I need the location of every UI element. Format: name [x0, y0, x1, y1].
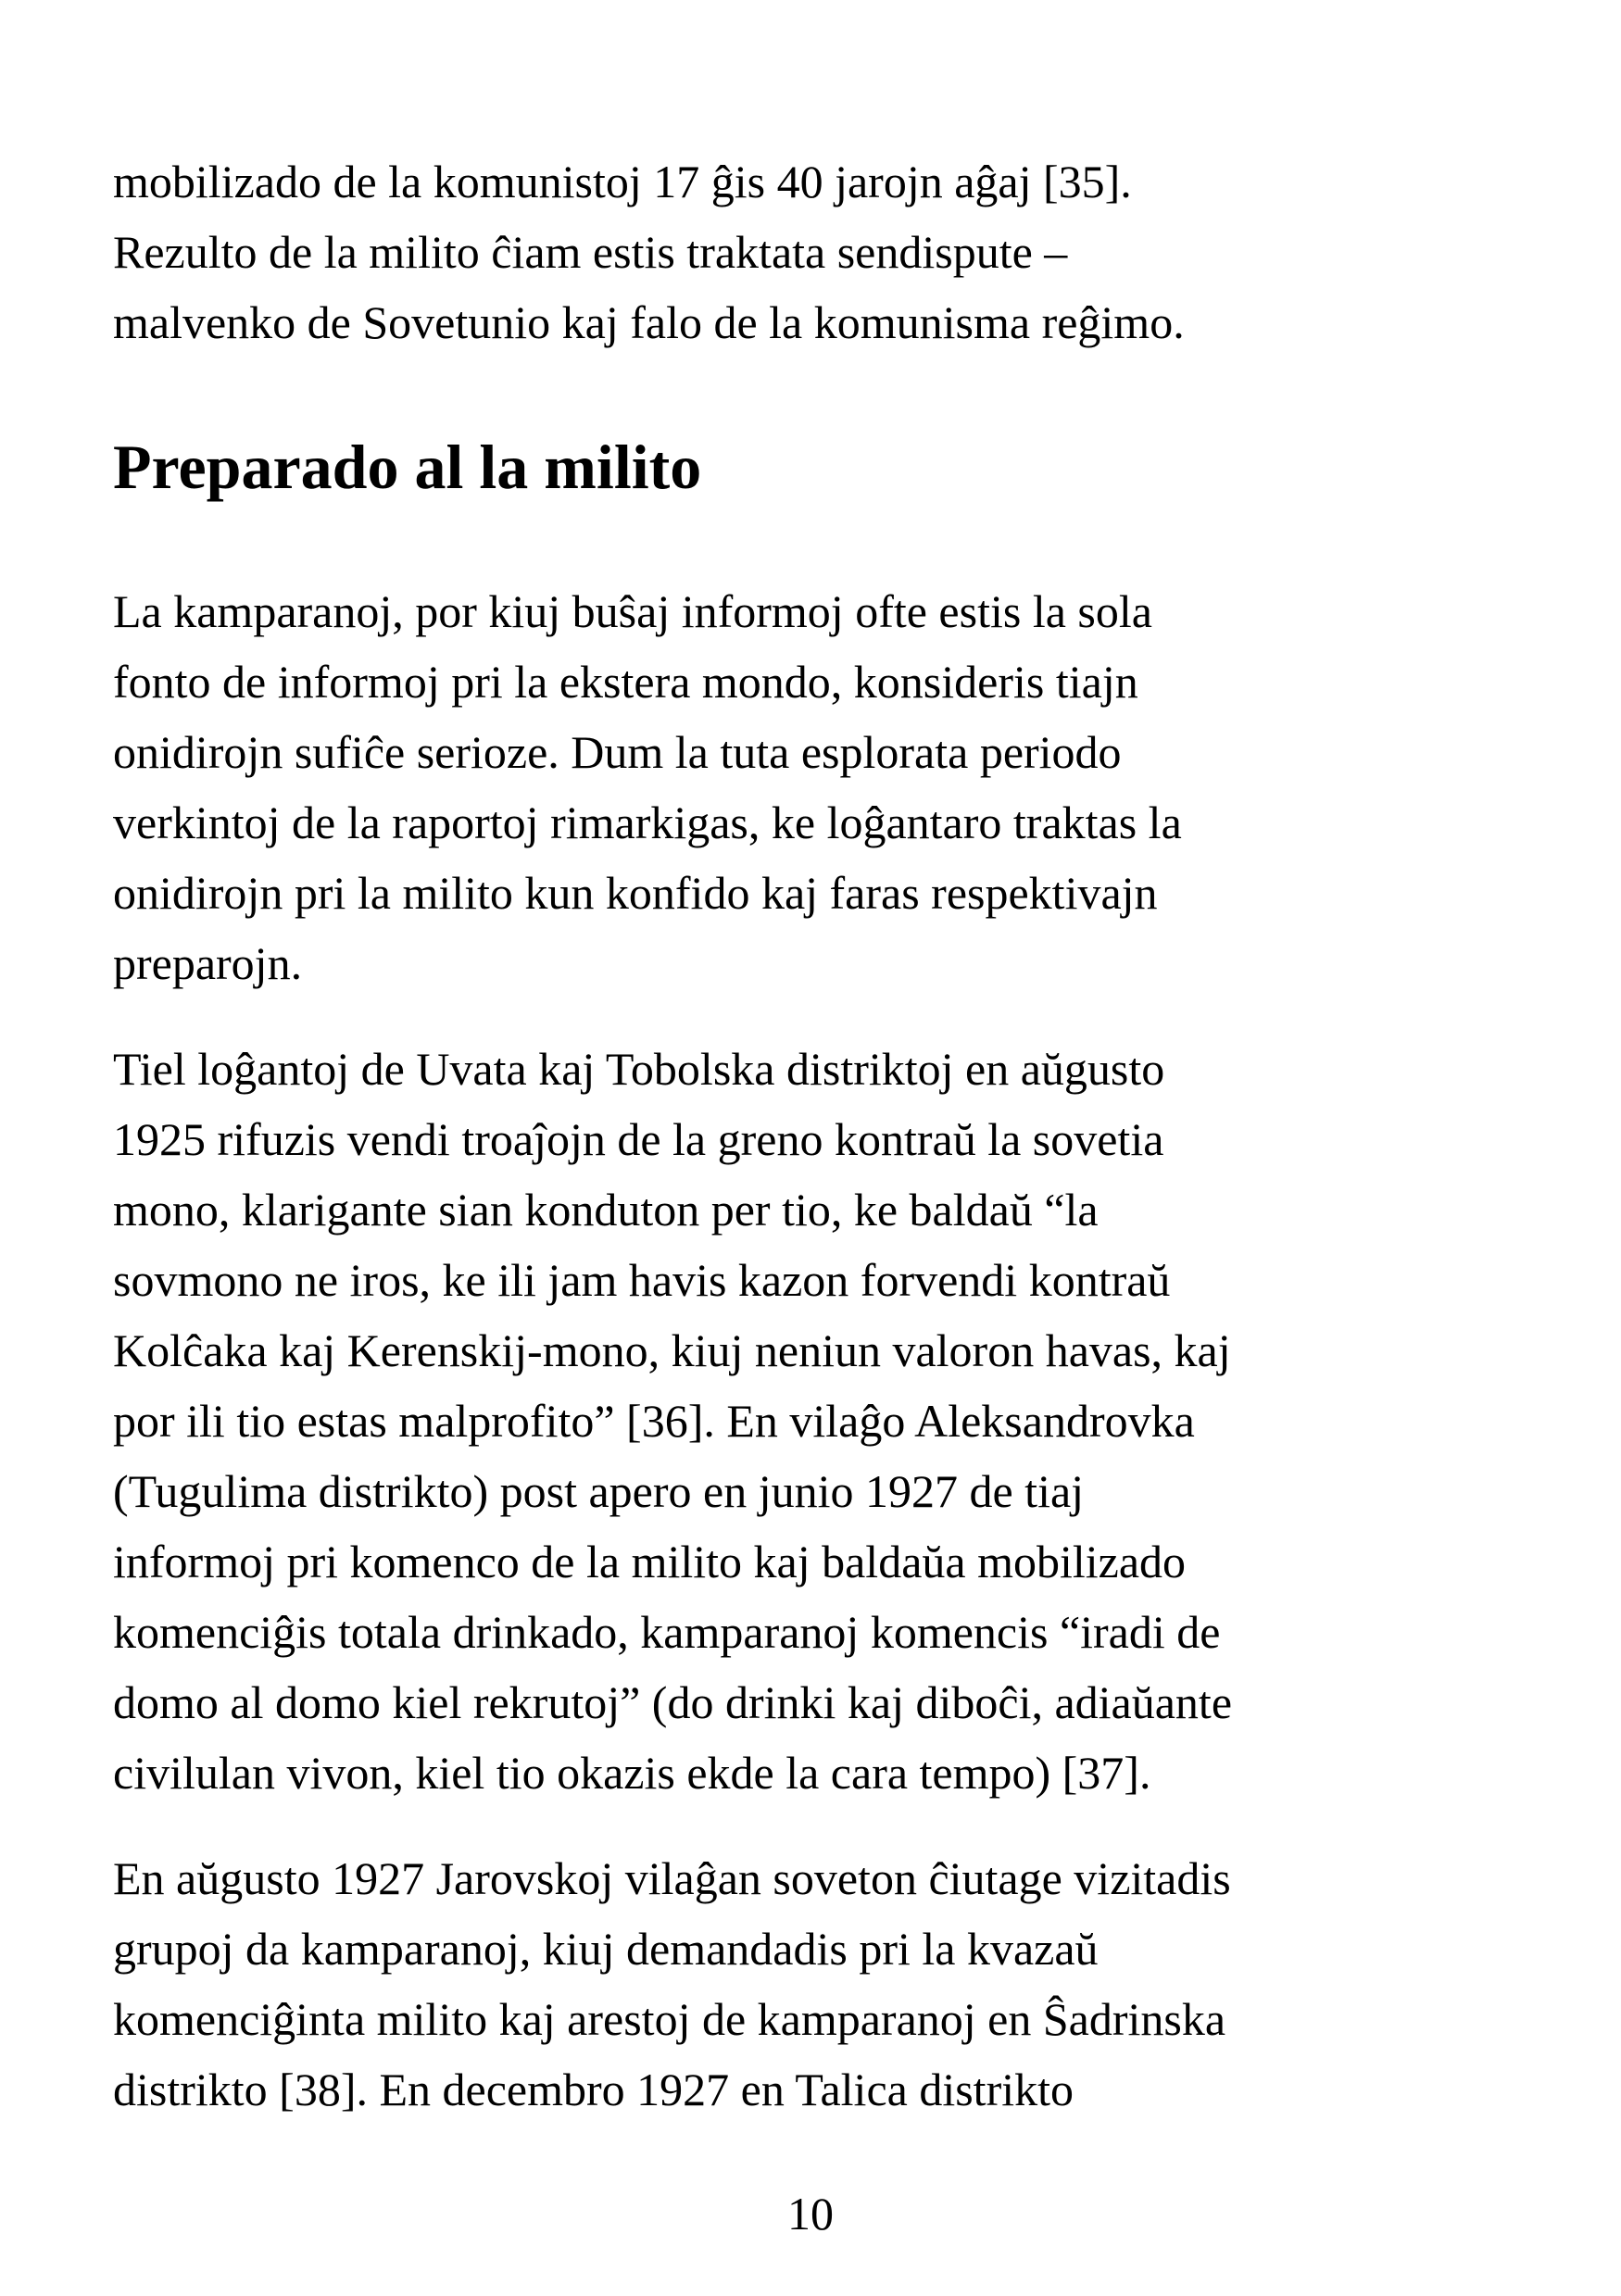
text-line: domo al domo kiel rekrutoj” (do drinki kaj diboĉi, adiaŭante [113, 1676, 1233, 1728]
paragraph-2 [113, 1034, 1521, 1808]
intro-paragraph [113, 146, 1521, 358]
text-line: civilulan vivon, kiel tio okazis ekde la cara tempo) [37]. [113, 1747, 1151, 1799]
text-line: fonto de informoj pri la ekstera mondo, konsideris tiajn [113, 656, 1138, 708]
text-line: sovmono ne iros, ke ili jam havis kazon forvendi kontraŭ [113, 1254, 1171, 1306]
page-body [113, 146, 1521, 2125]
text-line: onidirojn pri la milito kun konfido kaj faras respektivajn [113, 867, 1158, 919]
text-line: Kolĉaka kaj Kerenskij-mono, kiuj neniun valoron havas, kaj [113, 1324, 1231, 1376]
text-line: verkintoj de la raportoj rimarkigas, ke loĝantaro traktas la [113, 797, 1182, 848]
text-line: grupoj da kamparanoj, kiuj demandadis pri la kvazaŭ [113, 1923, 1099, 1975]
text-line: Rezulto de la milito ĉiam estis traktata sendispute – [113, 226, 1068, 278]
paragraph-3 [113, 1843, 1521, 2125]
text-line: distrikto [38]. En decembro 1927 en Talica distrikto [113, 2064, 1074, 2115]
text-line: 1925 rifuzis vendi troaĵojn de la greno kontraŭ la sovetia [113, 1113, 1164, 1165]
text-line: preparojn. [113, 937, 303, 989]
text-line: mono, klarigante sian konduton per tio, ke baldaŭ “la [113, 1184, 1099, 1236]
text-line: informoj pri komenco de la milito kaj baldaŭa mobilizado [113, 1536, 1187, 1587]
text-line: mobilizado de la komunistoj 17 ĝis 40 jarojn aĝaj [35]. [113, 156, 1132, 207]
section-heading: Preparado al la milito [113, 432, 702, 502]
text-line: onidirojn sufiĉe serioze. Dum la tuta esplorata periodo [113, 726, 1122, 778]
paragraph-1 [113, 576, 1521, 998]
text-line: Tiel loĝantoj de Uvata kaj Tobolska distriktoj en aŭgusto [113, 1043, 1165, 1095]
text-line: malvenko de Sovetunio kaj falo de la komunisma reĝimo. [113, 296, 1185, 348]
text-line: La kamparanoj, por kiuj buŝaj informoj ofte estis la sola [113, 585, 1152, 637]
text-line: por ili tio estas malprofito” [36]. En vilaĝo Aleksandrovka [113, 1395, 1195, 1447]
text-line: En aŭgusto 1927 Jarovskoj vilaĝan soveton ĉiutage vizitadis [113, 1852, 1231, 1904]
page-number: 10 [787, 2188, 834, 2240]
text-line: (Tugulima distrikto) post apero en junio 1927 de tiaj [113, 1465, 1085, 1517]
text-line: komenciĝis totala drinkado, kamparanoj komencis “iradi de [113, 1606, 1221, 1658]
text-line: komenciĝinta milito kaj arestoj de kamparanoj en Ŝadrinska [113, 1993, 1226, 2045]
